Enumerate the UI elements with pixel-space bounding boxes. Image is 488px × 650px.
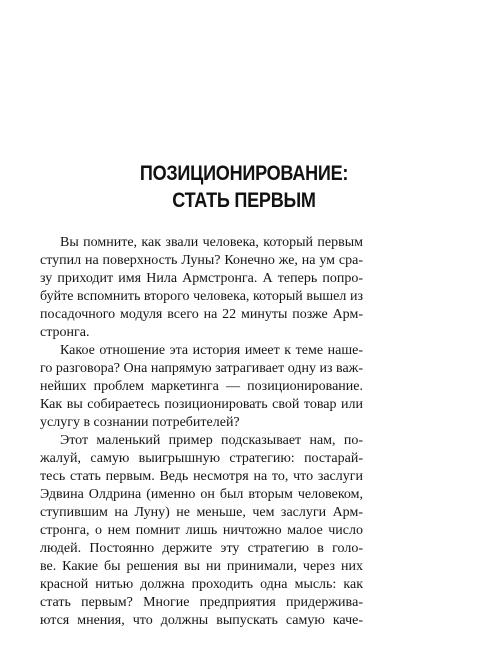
- text-line: ются мнения, что должны выпускать самую каче-: [40, 613, 363, 628]
- text-line: людей. Постоянно держите эту стратегию в голо-: [40, 541, 363, 556]
- text-line: стронга.: [40, 325, 90, 340]
- text-line: жалуй, самую выигрышную стратегию: постарай-: [40, 451, 363, 466]
- chapter-body-text: [40, 234, 363, 630]
- text-line: го разговора? Она напрямую затрагивает одну из важ-: [40, 361, 363, 376]
- chapter-title-line-1: ПОЗИЦИОНИРОВАНИЕ:: [139, 162, 349, 185]
- text-line: Эдвина Олдрина (именно он был вторым человеком,: [40, 487, 363, 502]
- text-line: зу приходит имя Нила Армстронга. А теперь попро-: [40, 271, 363, 286]
- text-line: Этот маленький пример подсказывает нам, по-: [60, 433, 363, 448]
- text-line: посадочного модуля всего на 22 минуты позже Арм-: [40, 307, 363, 322]
- text-line: буйте вспомнить второго человека, который вышел из: [40, 289, 363, 304]
- text-line: нейших проблем маркетинга — позиционирование.: [40, 379, 363, 394]
- chapter-title-line-2: СТАТЬ ПЕРВЫМ: [172, 189, 316, 212]
- text-line: стронга, о нем помнит лишь ничтожно малое число: [40, 523, 363, 538]
- text-line: стать первым? Многие предприятия придерживa-: [40, 595, 363, 610]
- text-line: ступившим на Луну) не меньше, чем заслуги Арм-: [40, 505, 363, 520]
- text-line: Как вы собираетесь позиционировать свой товар или: [40, 397, 363, 412]
- chapter-title: [34, 160, 454, 214]
- text-line: красной нитью должна проходить одна мысль: как: [40, 577, 363, 592]
- text-line: услугу в сознании потребителей?: [40, 415, 240, 430]
- text-line: тесь стать первым. Ведь несмотря на то, что заслуги: [40, 469, 363, 484]
- text-line: ступил на поверхность Луны? Конечно же, на ум сра-: [40, 253, 363, 268]
- text-line: Вы помните, как звали человека, который первым: [60, 235, 363, 250]
- text-line: Какое отношение эта история имеет к теме наше-: [60, 343, 363, 358]
- text-line: ве. Какие бы решения вы ни принимали, через них: [40, 559, 363, 574]
